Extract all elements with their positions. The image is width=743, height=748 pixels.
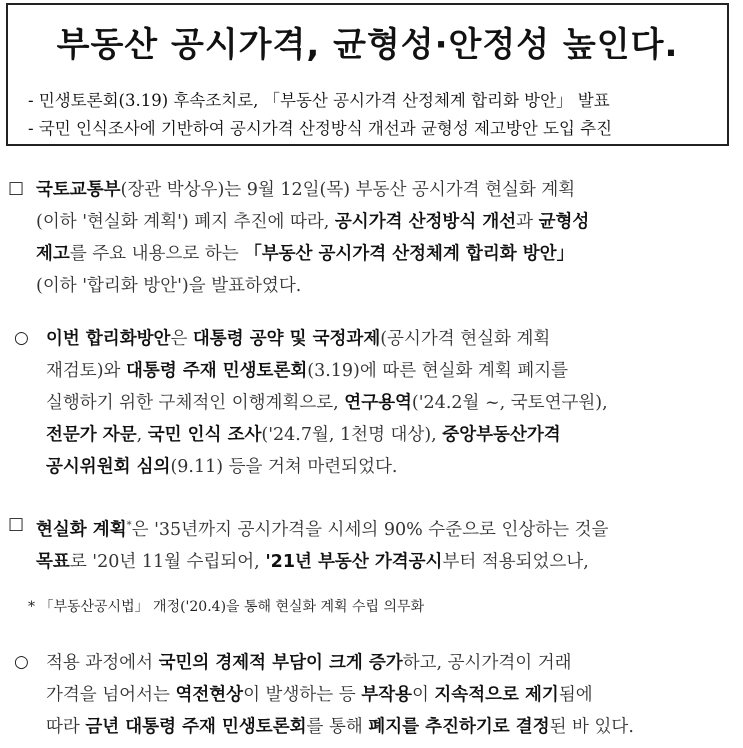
text-run: 은 [170,329,193,349]
text-run: 가격을 넘어서는 [46,685,176,705]
text-run: (이하 '현실화 계획') 폐지 추진에 따라, [36,212,335,232]
text-run: 된 바 있다. [549,717,634,737]
text-run: 를 주요 내용으로 하는 [69,244,245,264]
section-2-sub-line-2 [46,679,634,711]
section-2-sub-line-3 [46,711,634,743]
section-2-line-1 [36,510,608,546]
bold-run: 공시위원회 심의 [46,457,171,477]
bold-run: 지속적으로 제기 [434,685,559,705]
text-run: , [136,425,148,445]
section-1-sub-paragraph [46,323,608,483]
section-1-sub-line-3 [46,387,608,419]
bold-run: 금년 대통령 주재 민생토론회 [85,717,307,737]
bold-run: 폐지를 추진하기로 결정 [368,717,550,737]
section-1-sub-line-4 [46,419,608,451]
text-run: 은 '35년까지 공시가격을 시세의 90% 수준으로 인상하는 것을 [131,519,609,540]
text-run: (9.11) 등을 거쳐 마련되었다. [170,457,398,477]
bold-run: 공시가격 산정방식 개선 [334,212,517,232]
section-1-sub-line-5 [46,451,608,483]
section-2-sub-line-1 [46,647,634,679]
text-run: 이 발생하는 등 [243,685,362,705]
section-1-line-3 [36,238,589,270]
text-run: 를 통해 [306,717,369,737]
bold-run: 목표 [36,551,70,572]
text-run: ('24.2월 ~, 국토연구원), [411,393,608,413]
text-run: (장관 박상우)는 9월 12일(목) 부동산 공시가격 현실화 계획 [120,180,576,200]
section-1-line-1 [36,174,589,206]
section-1-sub-line-1 [46,323,608,355]
section-1-sub-line-2 [46,355,608,387]
text-run: 적용 과정에서 [46,653,159,673]
text-run: 실행하기 위한 구체적인 이행계획으로, [46,393,345,413]
bold-run: 이번 합리화방안 [46,329,171,349]
circle-bullet: ○ [14,328,29,348]
text-run: ('24.7월, 1천명 대상), [261,425,443,445]
bold-run: 현실화 계획 [36,519,127,540]
bold-run: 제고 [36,244,70,264]
bold-run: 연구용역 [344,393,412,413]
circle-bullet: ○ [14,652,29,672]
bold-run: 역전현상 [175,685,244,705]
section-2-paragraph [36,510,608,578]
bold-run: 전문가 자문 [46,425,137,445]
text-run: 과 [516,212,539,232]
bold-run: 국민 인식 조사 [147,425,262,445]
text-run: 하고, 공시가격이 거래 [402,653,572,673]
text-run: 로 '20년 11월 수립되어, [69,551,266,572]
section-1-line-2 [36,206,589,238]
section-1-line-4: (이하 '합리화 방안')을 발표하였다. [36,276,302,296]
footnote-marker: * [126,520,132,531]
page-title: 부동산 공시가격, 균형성·안정성 높인다. [56,25,679,65]
text-run: (공시가격 현실화 계획 [380,329,551,349]
text-run: 이 [411,685,435,705]
square-bullet: □ [8,178,25,198]
subtitle-line-2: - 국민 인식조사에 기반하여 공시가격 산정방식 개선과 균형성 제고방안 도입 추진 [28,119,613,138]
text-run: 따라 [46,717,86,737]
text-run: 됨에 [558,685,593,705]
section-1-paragraph [36,174,589,302]
section-2-line-2 [36,546,608,578]
section-2-sub-paragraph [46,647,634,743]
bold-run: 국민의 경제적 부담이 크게 증가 [158,653,403,673]
subtitle-line-1: - 민생토론회(3.19) 후속조치로, 「부동산 공시가격 산정체계 합리화 방안」 발표 [28,91,610,110]
bold-run: 중앙부동산가격 [442,425,561,445]
footnote: * 「부동산공시법」 개정('20.4)을 통해 현실화 계획 수립 의무화 [28,599,425,615]
bold-run: 균형성 [538,212,590,232]
text-run: 부터 적용되었으나, [442,551,589,572]
bold-run: '21년 부동산 가격공시 [265,551,443,572]
text-run: 재검토)와 [46,361,127,381]
bold-run: 대통령 주재 민생토론회 [126,361,308,381]
bold-run: 부작용 [361,685,412,705]
bold-run: 대통령 공약 및 국정과제 [192,329,381,349]
text-run: (3.19)에 따른 현실화 계획 폐지를 [307,361,569,381]
ministry-name: 국토교통부 [36,180,121,200]
square-bullet: □ [8,514,25,534]
headline-box [6,3,729,146]
bold-run: 「부동산 공시가격 산정체계 합리화 방안」 [244,244,575,264]
